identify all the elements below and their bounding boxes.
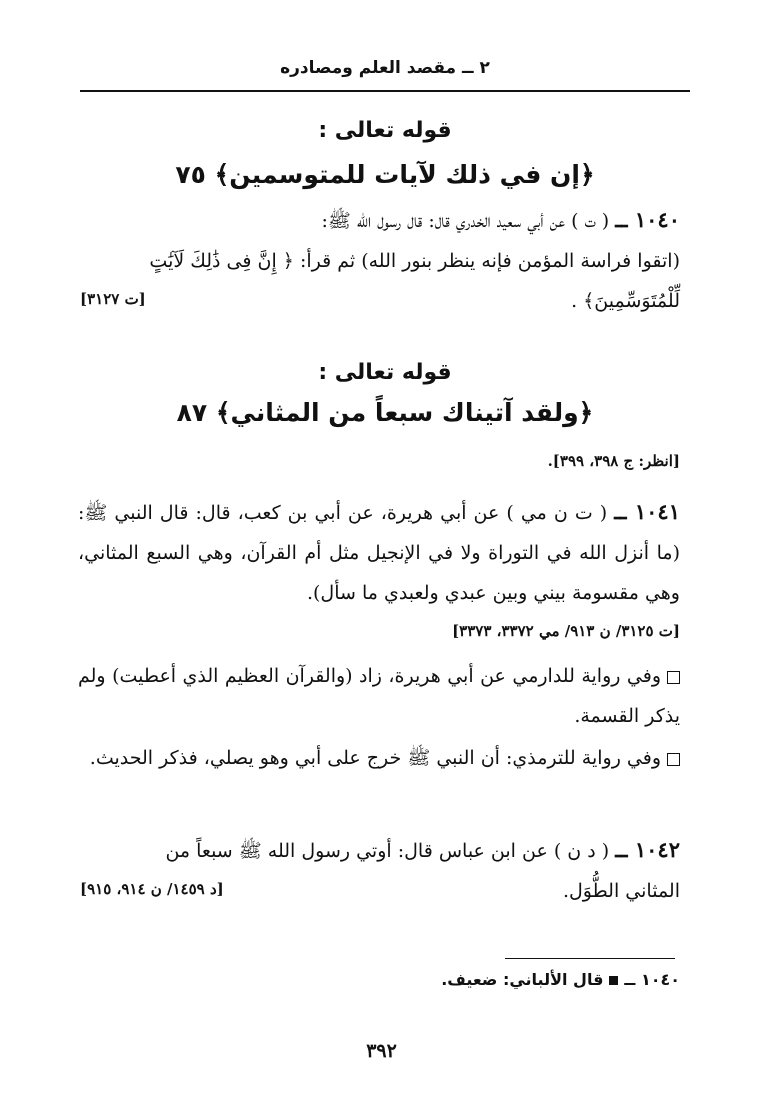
hadith-1040-line2: (اتقوا فراسة المؤمن فإنه ينظر بنور الله) ثم قرأ: ﴿ إِنَّ فِى ذَٰلِكَ لَآيَٰتٍ — [149, 250, 680, 272]
hadith-1040-line1 — [78, 200, 680, 241]
hadith-1040-ref: [ت ٣١٢٧] — [80, 290, 146, 308]
hadith-1041-text: ( ت ن مي ) عن أبي هريرة، عن أبي بن كعب، قال: قال النبي ﷺ: (ما أنزل الله في التوراة ولا في الإنجيل مثل أم القرآن، وهي السبع المثاني، وهي مقسومة بيني وبين عبدي ولعبدي ما سأل). — [78, 502, 680, 604]
section1-heading: قوله تعالى : — [318, 118, 452, 143]
hadith-1041-note1-text: وفي رواية للدارمي عن أبي هريرة، زاد (والقرآن العظيم الذي أعطيت) ولم يذكر القسمة. — [78, 665, 680, 727]
square-bullet-icon — [667, 753, 680, 766]
hadith-1041-number: ١٠٤١ ــ — [614, 499, 680, 524]
hadith-1041-ref: [ت ٣١٢٥/ ن ٩١٣/ مي ٣٣٧٢، ٣٣٧٣] — [452, 622, 680, 640]
footnote-text: قال الألباني: ضعيف. — [441, 970, 604, 989]
hadith-1042-number: ١٠٤٢ ــ — [615, 837, 680, 862]
section2-verse: ﴿ولقد آتيناك سبعاً من المثاني﴾ ٨٧ — [176, 398, 594, 427]
square-bullet-icon — [667, 671, 680, 684]
hadith-1041-note2-text: وفي رواية للترمذي: أن النبي ﷺ خرج على أبي وهو يصلي، فذكر الحديث. — [89, 747, 661, 769]
hadith-1041 — [78, 492, 680, 613]
footnote-rule — [505, 958, 675, 959]
running-head: ٢ ــ مقصد العلم ومصادره — [280, 58, 490, 78]
section2-heading: قوله تعالى : — [318, 360, 452, 385]
hadith-1040 — [78, 200, 680, 321]
hadith-1041-note1 — [78, 656, 680, 736]
hadith-1040-number: ١٠٤٠ ــ — [615, 207, 680, 232]
hadith-1042-line2: المثاني الطُّوَل. — [562, 880, 680, 902]
hadith-1041-note2 — [78, 738, 680, 778]
footnote-number: ١٠٤٠ ــ — [624, 970, 680, 989]
page-number: ٣٩٢ — [366, 1040, 397, 1062]
hadith-1042-line1 — [78, 830, 680, 871]
section1-verse: ﴿إن في ذلك لآيات للمتوسمين﴾ ٧٥ — [175, 160, 595, 189]
footnote — [80, 970, 680, 989]
hadith-1042 — [78, 830, 680, 911]
hadith-1040-line3: لِّلْمُتَوَسِّمِينَ﴾ . — [571, 290, 680, 312]
section2-see-ref: [انظر: ج ٣٩٨، ٣٩٩]. — [547, 452, 680, 470]
square-filled-icon — [609, 976, 618, 985]
header-rule — [80, 90, 690, 92]
hadith-1042-text1: ( د ن ) عن ابن عباس قال: أوتي رسول الله ﷺ سبعاً من — [165, 840, 610, 862]
hadith-1042-ref: [د ١٤٥٩/ ن ٩١٤، ٩١٥] — [80, 880, 224, 898]
hadith-1040-text1: ( ت ) عن أبي سعيد الخدري قال: قال رسول الله ﷺ: — [321, 210, 610, 232]
